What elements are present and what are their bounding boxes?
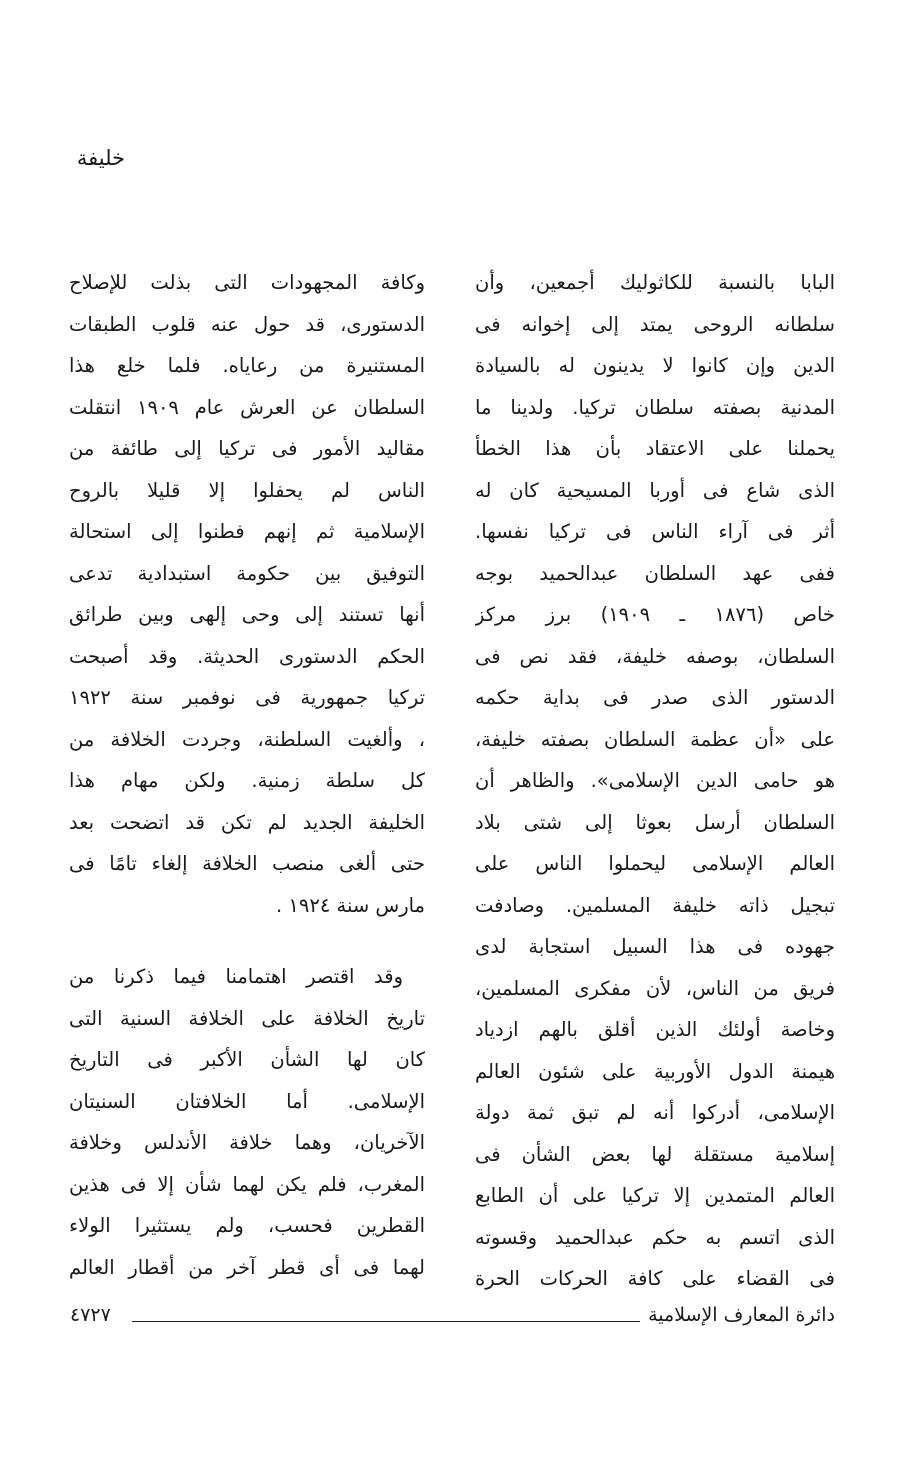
text-line: فى القضاء على كافة الحركات الحرة xyxy=(475,1267,835,1290)
text-line: ، وألغيت السلطنة، وجردت الخلافة من xyxy=(69,727,425,751)
text-line: هيمنة الدول الأوربية على شئون العالم xyxy=(475,1059,835,1083)
text-line: الحكم الدستورى الحديثة. وقد أصبحت xyxy=(69,644,425,668)
running-head: خليفة xyxy=(76,146,125,170)
text-line: مارس سنة ١٩٢٤ . xyxy=(276,893,425,917)
text-line: السلطان، بوصفه خليفة، فقد نص فى xyxy=(475,644,835,668)
text-line: يحملنا على الاعتقاد بأن هذا الخطأ xyxy=(475,437,835,460)
text-line: وقد اقتصر اهتمامنا فيما ذكرنا من xyxy=(69,965,403,988)
text-line: إسلامية مستقلة لها بعض الشأن فى xyxy=(475,1142,835,1166)
paragraph-gap xyxy=(69,926,425,956)
footer-title: دائرة المعارف الإسلامية xyxy=(648,1304,835,1326)
left-column xyxy=(69,262,425,1288)
page-number: ٤٧٢٧ xyxy=(70,1304,111,1326)
text-line: خاص (١٨٧٦ ـ ١٩٠٩) برز مركز xyxy=(475,603,835,626)
text-line: كل سلطة زمنية. ولكن مهام هذا xyxy=(69,769,425,792)
text-line: الخليفة الجديد لم تكن قد اتضحت بعد xyxy=(69,810,425,834)
text-line: أثر فى آراء الناس فى تركيا نفسها. xyxy=(475,520,835,543)
text-line: الدين وإن كانوا لا يدينون له بالسيادة xyxy=(475,354,835,377)
text-line: المغرب، فلم يكن لهما شأن إلا فى هذين xyxy=(69,1172,425,1196)
text-line: العالم المتمدين إلا تركيا على أن الطابع xyxy=(475,1184,835,1207)
text-line: ففى عهد السلطان عبدالحميد بوجه xyxy=(475,561,835,585)
text-line: تبجيل ذاته خليفة المسلمين. وصادفت xyxy=(475,893,835,917)
text-line: القطرين فحسب، ولم يستثيرا الولاء xyxy=(69,1214,425,1237)
text-line: وكافة المجهودات التى بذلت للإصلاح xyxy=(69,271,425,294)
text-line: الإسلامى. أما الخلافتان السنيتان xyxy=(69,1089,425,1113)
text-line: مقاليد الأمور فى تركيا إلى طائفة من xyxy=(69,437,425,460)
right-column xyxy=(475,262,835,1300)
text-line: الإسلامية ثم إنهم فطنوا إلى استحالة xyxy=(69,520,425,543)
text-line: وخاصة أولئك الذين أقلق بالهم ازدياد xyxy=(475,1018,835,1041)
text-line: على «أن عظمة السلطان بصفته خليفة، xyxy=(475,727,835,751)
text-line: الدستور الذى صدر فى بداية حكمه xyxy=(475,686,835,709)
text-line: تركيا جمهورية فى نوفمبر سنة ١٩٢٢ xyxy=(69,686,425,709)
text-line: الذى اتسم به حكم عبدالحميد وقسوته xyxy=(475,1225,835,1249)
footer-rule xyxy=(132,1321,640,1322)
text-line: السلطان عن العرش عام ١٩٠٩ انتقلت xyxy=(69,395,425,419)
text-line: كان لها الشأن الأكبر فى التاريخ xyxy=(69,1048,425,1071)
text-line: سلطانه الروحى يمتد إلى إخوانه فى xyxy=(475,312,835,336)
text-line: لهما فى أى قطر آخر من أقطار العالم xyxy=(69,1255,425,1279)
text-line: الذى شاع فى أوربا المسيحية كان له xyxy=(475,478,835,502)
text-line: الآخريان، وهما خلافة الأندلس وخلافة xyxy=(69,1131,425,1154)
text-line: جهوده فى هذا السبيل استجابة لدى xyxy=(475,935,835,958)
text-line: العالم الإسلامى ليحملوا الناس على xyxy=(475,852,835,875)
text-line: تاريخ الخلافة على الخلافة السنية التى xyxy=(69,1006,425,1030)
text-line: الناس لم يحفلوا إلا قليلا بالروح xyxy=(69,478,425,502)
text-line: السلطان أرسل بعوثا إلى شتى بلاد xyxy=(475,810,835,834)
page-footer xyxy=(70,1304,835,1334)
text-line: البابا بالنسبة للكاثوليك أجمعين، وأن xyxy=(475,271,835,294)
text-line: حتى ألغى منصب الخلافة إلغاء تامًا فى xyxy=(69,852,425,875)
text-line: المستنيرة من رعاياه. فلما خلع هذا xyxy=(69,354,425,377)
text-line: المدنية بصفته سلطان تركيا. ولدينا ما xyxy=(475,395,835,419)
text-line: فريق من الناس، لأن مفكرى المسلمين، xyxy=(475,976,835,1000)
text-line: التوفيق بين حكومة استبدادية تدعى xyxy=(69,561,425,585)
text-line: الإسلامى، أدركوا أنه لم تبق ثمة دولة xyxy=(475,1101,835,1124)
text-line: أنها تستند إلى وحى إلهى وبين طرائق xyxy=(69,603,425,626)
text-line: هو حامى الدين الإسلامى». والظاهر أن xyxy=(475,769,835,792)
text-line: الدستورى، قد حول عنه قلوب الطبقات xyxy=(69,312,425,336)
